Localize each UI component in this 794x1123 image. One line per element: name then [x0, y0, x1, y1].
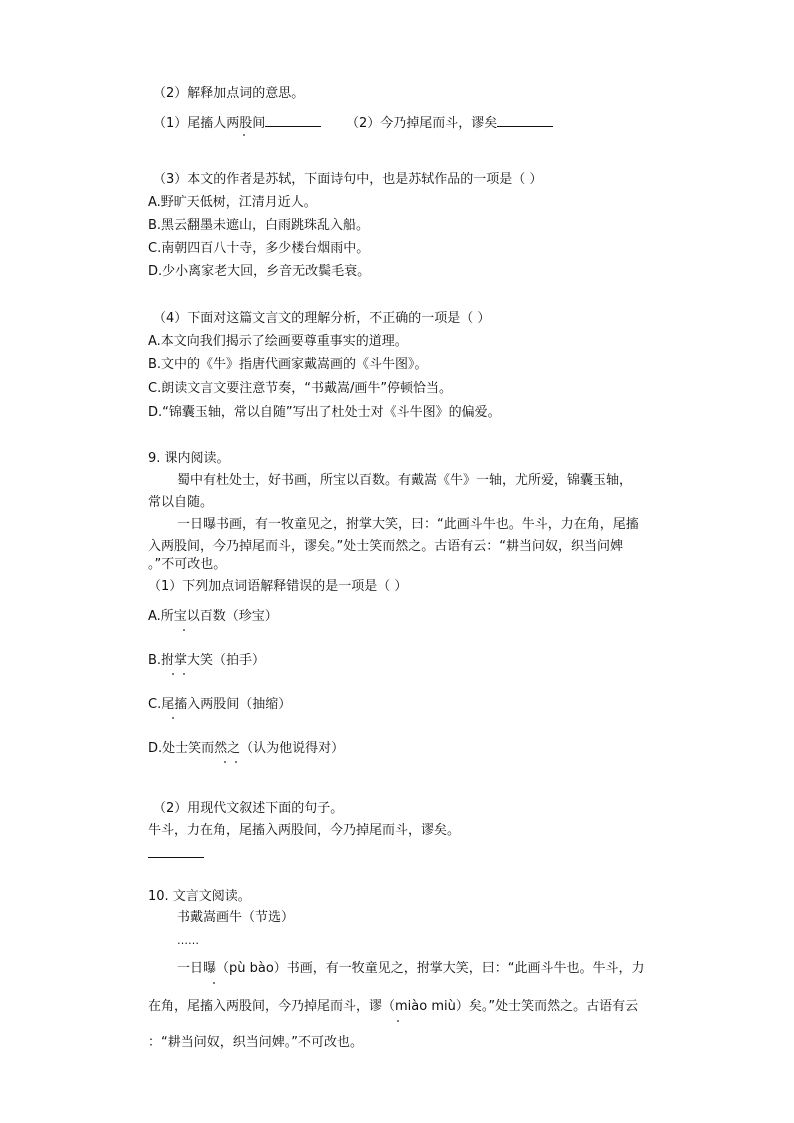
emphasis-dot [183, 629, 185, 631]
q9-sub2-sentence: 牛斗，力在角，尾搐入两股间，今乃掉尾而斗，谬矣。 [148, 823, 461, 838]
q9-passage-line-4: 入两股间，今乃掉尾而斗，谬矣。”处士笑而然之。古语有云：“耕当问奴，织当问婢 [148, 539, 623, 554]
q9-sub1-option-c: C.尾搐入两股间（抽缩） [148, 697, 292, 712]
emphasis-dot [172, 673, 174, 675]
q8-sub4-option-b: B.文中的《牛》指唐代画家戴嵩画的《斗牛图》。 [148, 357, 428, 372]
q8-sub2-item2-text: （2）今乃掉尾而斗，谬矣 [346, 116, 498, 131]
q8-sub4-prompt: （4）下面对这篇文言文的理解分析，不正确的一项是（ ） [153, 311, 491, 326]
q10-passage-line-3: ：“耕当问奴，织当问婢。”不可改也。 [148, 1035, 363, 1050]
q8-sub3-option-a: A.野旷天低树，江清月近人。 [148, 195, 317, 210]
emphasis-dot [213, 982, 215, 984]
q9-passage-line-3: 一日曝书画，有一牧童见之，拊掌大笑，曰：“此画斗牛也。牛斗，力在角，尾搐 [177, 517, 639, 532]
emphasis-dot [224, 761, 226, 763]
emphasis-dot [243, 134, 245, 136]
q9-sub1-option-a: A.所宝以百数（珍宝） [148, 609, 278, 624]
q8-sub2-item1-text: （1）尾搐人两股间 [153, 116, 266, 131]
q8-sub4-option-c: C.朗读文言文要注意节奏，“书戴嵩/画牛”停顿恰当。 [148, 381, 453, 396]
emphasis-dot [172, 717, 174, 719]
q8-sub4-option-d: D.“锦囊玉轴，常以自随”写出了杜处士对《斗牛图》的偏爱。 [148, 405, 501, 420]
q9-sub1-prompt: （1）下列加点词语解释错误的是一项是（ ） [148, 579, 408, 594]
emphasis-dot [397, 1020, 399, 1022]
q10-title: 书戴嵩画牛（节选） [177, 910, 295, 925]
q10-heading: 10. 文言文阅读。 [148, 889, 251, 904]
q8-sub3-option-c: C.南朝四百八十寺，多少楼台烟雨中。 [148, 241, 370, 256]
q10-ellipsis: …… [177, 934, 199, 947]
q8-sub2-item1 [153, 113, 321, 133]
q8-sub2-item2 [346, 113, 553, 133]
q9-passage-line-2: 常以自随。 [148, 495, 214, 510]
q9-passage-line-1: 蜀中有杜处士，好书画，所宝以百数。有戴嵩《牛》一轴，尤所爱，锦囊玉轴， [177, 473, 633, 488]
answer-blank[interactable] [265, 113, 321, 127]
q8-sub2-prompt: （2）解释加点词的意思。 [153, 86, 305, 101]
q9-sub2-prompt: （2）用现代文叙述下面的句子。 [153, 801, 344, 816]
q8-sub3-prompt: （3）本文的作者是苏轼，下面诗句中，也是苏轼作品的一项是（ ） [153, 172, 543, 187]
answer-line[interactable] [148, 857, 204, 858]
q10-passage-line-1: 一日曝（pù bào）书画，有一牧童见之，拊掌大笑，曰：“此画斗牛也。牛斗，力 [177, 961, 645, 976]
q9-sub1-option-d: D.处士笑而然之（认为他说得对） [148, 741, 345, 756]
emphasis-dot [183, 673, 185, 675]
q9-heading: 9. 课内阅读。 [148, 451, 230, 466]
q9-passage-line-5: 。”不可改也。 [148, 557, 227, 572]
q8-sub3-option-d: D.少小离家老大回，乡音无改鬓毛衰。 [148, 264, 371, 279]
q8-sub4-option-a: A.本文向我们揭示了绘画要尊重事实的道理。 [148, 334, 408, 349]
answer-blank[interactable] [497, 113, 553, 127]
q8-sub3-option-b: B.黑云翻墨未遮山，白雨跳珠乱入船。 [148, 218, 370, 233]
q10-passage-line-2: 在角，尾搐入两股间，今乃掉尾而斗，谬（miào miù）矣。”处士笑而然之。古语有云 [148, 999, 639, 1014]
q9-sub1-option-b: B.拊掌大笑（拍手） [148, 653, 266, 668]
emphasis-dot [235, 761, 237, 763]
